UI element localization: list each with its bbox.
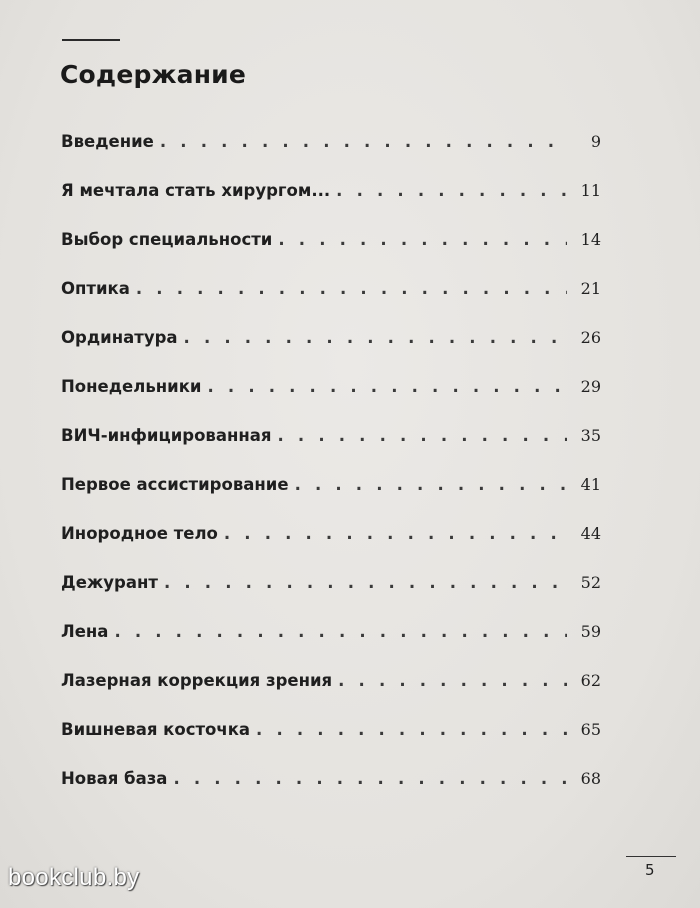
dot-leader bbox=[278, 426, 567, 445]
toc-entry-page: 14 bbox=[580, 230, 601, 249]
toc-entry-page: 52 bbox=[580, 573, 601, 592]
toc-entry-title: Новая база bbox=[61, 769, 168, 788]
toc-entry[interactable] bbox=[61, 475, 601, 524]
toc-entry-title: Я мечтала стать хирургом... bbox=[61, 181, 331, 200]
toc-entry[interactable] bbox=[61, 524, 601, 573]
dot-leader bbox=[295, 475, 567, 494]
toc-entry-page: 41 bbox=[580, 475, 601, 494]
toc-entry-title: Оптика bbox=[61, 279, 130, 298]
dot-leader bbox=[224, 524, 567, 543]
page-title: Содержание bbox=[60, 60, 247, 89]
toc-entry-title: Выбор специальности bbox=[61, 230, 273, 249]
toc-entry-title: Введение bbox=[61, 132, 154, 151]
dot-leader bbox=[114, 622, 567, 641]
toc-entry-page: 44 bbox=[580, 524, 601, 543]
toc-entry-title: Инородное тело bbox=[61, 524, 218, 543]
top-rule bbox=[62, 39, 120, 41]
toc-entry-page: 35 bbox=[580, 426, 601, 445]
toc-entry-page: 29 bbox=[580, 377, 601, 396]
toc-entry-page: 59 bbox=[580, 622, 601, 641]
toc-entry-title: Лена bbox=[61, 622, 109, 641]
toc-entry[interactable] bbox=[61, 377, 601, 426]
dot-leader bbox=[338, 671, 567, 690]
watermark-text: bookclub.by bbox=[8, 864, 140, 891]
toc-entry-title: Первое ассистирование bbox=[61, 475, 289, 494]
toc-entry[interactable] bbox=[61, 720, 601, 769]
toc-entry[interactable] bbox=[61, 328, 601, 377]
toc-entry[interactable] bbox=[61, 279, 601, 328]
dot-leader bbox=[208, 377, 568, 396]
toc-entry[interactable] bbox=[61, 573, 601, 622]
dot-leader bbox=[160, 132, 567, 151]
toc-entry-page: 9 bbox=[590, 132, 601, 151]
toc-entry-title: Вишневая косточка bbox=[61, 720, 251, 739]
toc-entry[interactable] bbox=[61, 426, 601, 475]
toc-entry[interactable] bbox=[61, 769, 601, 818]
toc-entry[interactable] bbox=[61, 230, 601, 279]
toc-entry[interactable] bbox=[61, 671, 601, 720]
dot-leader bbox=[336, 181, 567, 200]
toc-entry-page: 21 bbox=[580, 279, 601, 298]
page-number: 5 bbox=[645, 861, 655, 879]
toc-entry-page: 68 bbox=[580, 769, 601, 788]
toc-entry[interactable] bbox=[61, 181, 601, 230]
toc-entry[interactable] bbox=[61, 622, 601, 671]
toc-entry-title: Понедельники bbox=[61, 377, 202, 396]
dot-leader bbox=[136, 279, 567, 298]
dot-leader bbox=[164, 573, 567, 592]
toc-entry-page: 65 bbox=[580, 720, 601, 739]
dot-leader bbox=[278, 230, 567, 249]
dot-leader bbox=[173, 769, 567, 788]
toc-entry-title: Ординатура bbox=[61, 328, 178, 347]
toc-entry-title: ВИЧ-инфицированная bbox=[61, 426, 272, 445]
table-of-contents bbox=[61, 132, 601, 818]
toc-entry-title: Лазерная коррекция зрения bbox=[61, 671, 333, 690]
toc-entry-page: 11 bbox=[580, 181, 601, 200]
toc-entry[interactable] bbox=[61, 132, 601, 181]
dot-leader bbox=[256, 720, 567, 739]
toc-entry-page: 62 bbox=[580, 671, 601, 690]
toc-entry-title: Дежурант bbox=[61, 573, 158, 592]
toc-entry-page: 26 bbox=[580, 328, 601, 347]
footer-rule bbox=[626, 856, 676, 857]
dot-leader bbox=[184, 328, 567, 347]
